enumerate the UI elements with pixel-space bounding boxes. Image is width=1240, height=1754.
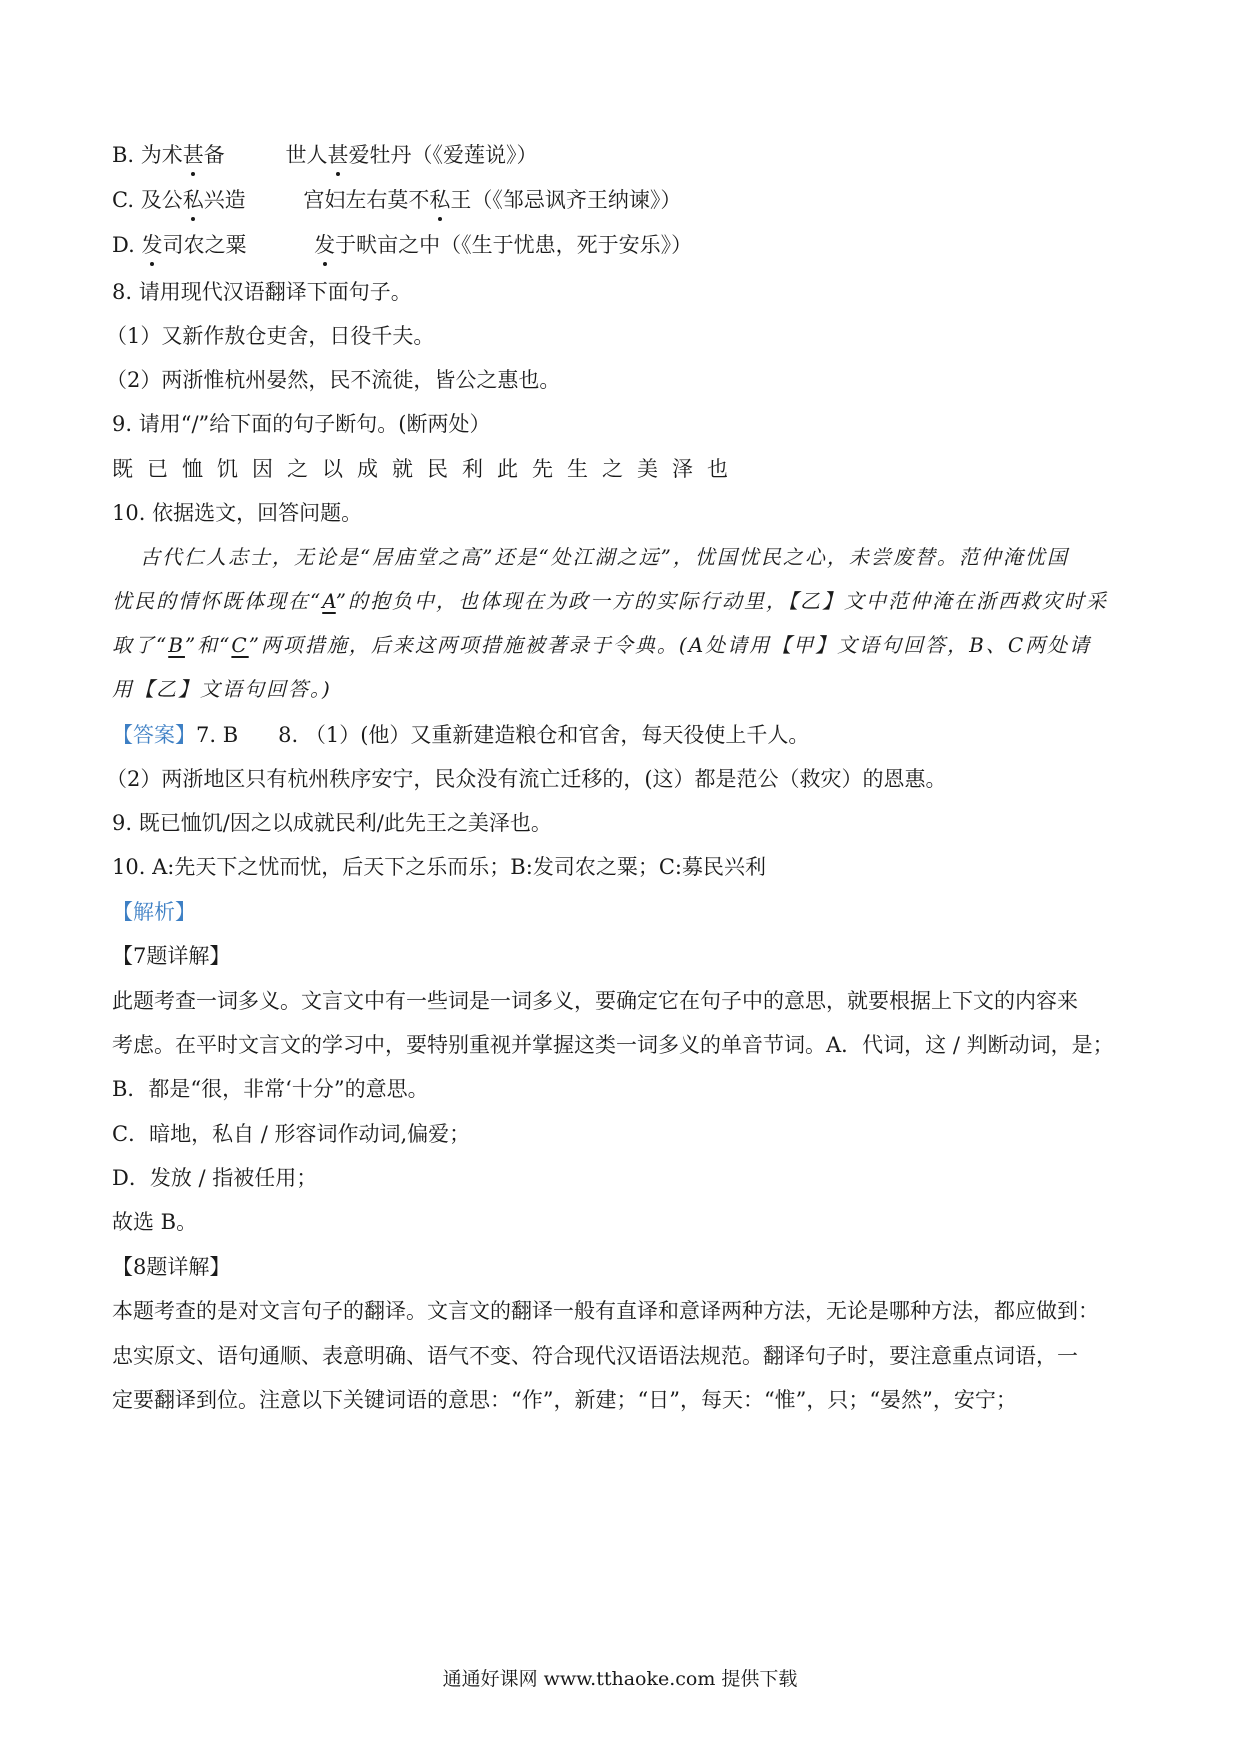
q10-para-line-2: 忧民的情怀既体现在“A”的抱负中，也体现在为政一方的实际行动里，【乙】文中范仲淹在浙西救灾时采 — [112, 589, 1108, 613]
q7-detail-line-5: D．发放 / 指被任用； — [112, 1166, 318, 1190]
q10-title: 10. 依据选文，回答问题。 — [112, 501, 363, 525]
q8-sentence-1: （1）又新作敖仓吏舍，日役千夫。 — [106, 324, 435, 348]
q9-title: 9. 请用“/”给下面的句子断句。(断两处） — [112, 412, 491, 436]
answer-9: 9. 既已恤饥/因之以成就民利/此先王之美泽也。 — [112, 811, 552, 835]
q8-sentence-2: （2）两浙惟杭州晏然，民不流徙，皆公之惠也。 — [106, 368, 561, 392]
q7-detail-line-1: 此题考查一词多义。文言文中有一些词是一词多义，要确定它在句子中的意思，就要根据上下文的内容来 — [112, 989, 1078, 1013]
q7-detail-heading: 【7题详解】 — [112, 944, 231, 968]
q9-sentence: 既已恤饥因之以成就民利此先生之美泽也 — [112, 457, 742, 481]
q10-para-line-4: 用【乙】文语句回答。) — [112, 677, 332, 701]
q8-title: 8. 请用现代汉语翻译下面句子。 — [112, 280, 412, 304]
answer-line-1: 【答案】7. B 8. （1）(他）又重新建造粮仓和官舍，每天役使上千人。 — [112, 723, 810, 747]
option-b: B. 为术甚备 世人甚爱牡丹（《爱莲说》） — [112, 140, 537, 170]
q10-para-line-1: 古代仁人志士，无论是“居庙堂之高”还是“处江湖之远”，忧国忧民之心，未尝废替。范仲淹忧国 — [140, 545, 1069, 569]
q8-detail-line-2: 忠实原文、语句通顺、表意明确、语气不变、符合现代汉语语法规范。翻译句子时，要注意重点词语，一 — [112, 1344, 1078, 1368]
q10-para-line-3: 取了“B”和“C”两项措施，后来这两项措施被著录于令典。(A处请用【甲】文语句回答，B、C两处请 — [112, 633, 1092, 657]
answer-tag: 【答案】 — [112, 723, 196, 747]
page-footer: 通通好课网 www.tthaoke.com 提供下载 — [442, 1668, 798, 1690]
q7-detail-line-4: C．暗地，私自 / 形容词作动词,偏爱； — [112, 1122, 471, 1146]
answer-10: 10. A:先天下之忧而忧，后天下之乐而乐；B:发司农之粟；C:募民兴利 — [112, 855, 766, 879]
option-d: D. 发司农之粟 发于畎亩之中（《生于忧患，死于安乐》） — [112, 230, 692, 260]
q7-detail-line-6: 故选 B。 — [112, 1210, 198, 1234]
option-c: C. 及公私兴造 宫妇左右莫不私王（《邹忌讽齐王纳谏》） — [112, 185, 681, 215]
answer-8-2: （2）两浙地区只有杭州秩序安宁，民众没有流亡迁移的，(这）都是范公（救灾）的恩惠。 — [106, 767, 947, 791]
q8-detail-line-1: 本题考查的是对文言句子的翻译。文言文的翻译一般有直译和意译两种方法，无论是哪种方法，都应做到： — [112, 1299, 1099, 1323]
q7-detail-line-3: B．都是“很，非常‘十分”的意思。 — [112, 1077, 429, 1101]
q8-detail-line-3: 定要翻译到位。注意以下关键词语的意思：“作”，新建；“日”，每天：“惟”，只；“晏然”，安宁； — [112, 1388, 1017, 1412]
q7-detail-line-2: 考虑。在平时文言文的学习中，要特别重视并掌握这类一词多义的单音节词。A．代词，这 / 判断动词，是； — [112, 1033, 1114, 1057]
q8-detail-heading: 【8题详解】 — [112, 1255, 231, 1279]
analysis-tag: 【解析】 — [112, 900, 196, 924]
